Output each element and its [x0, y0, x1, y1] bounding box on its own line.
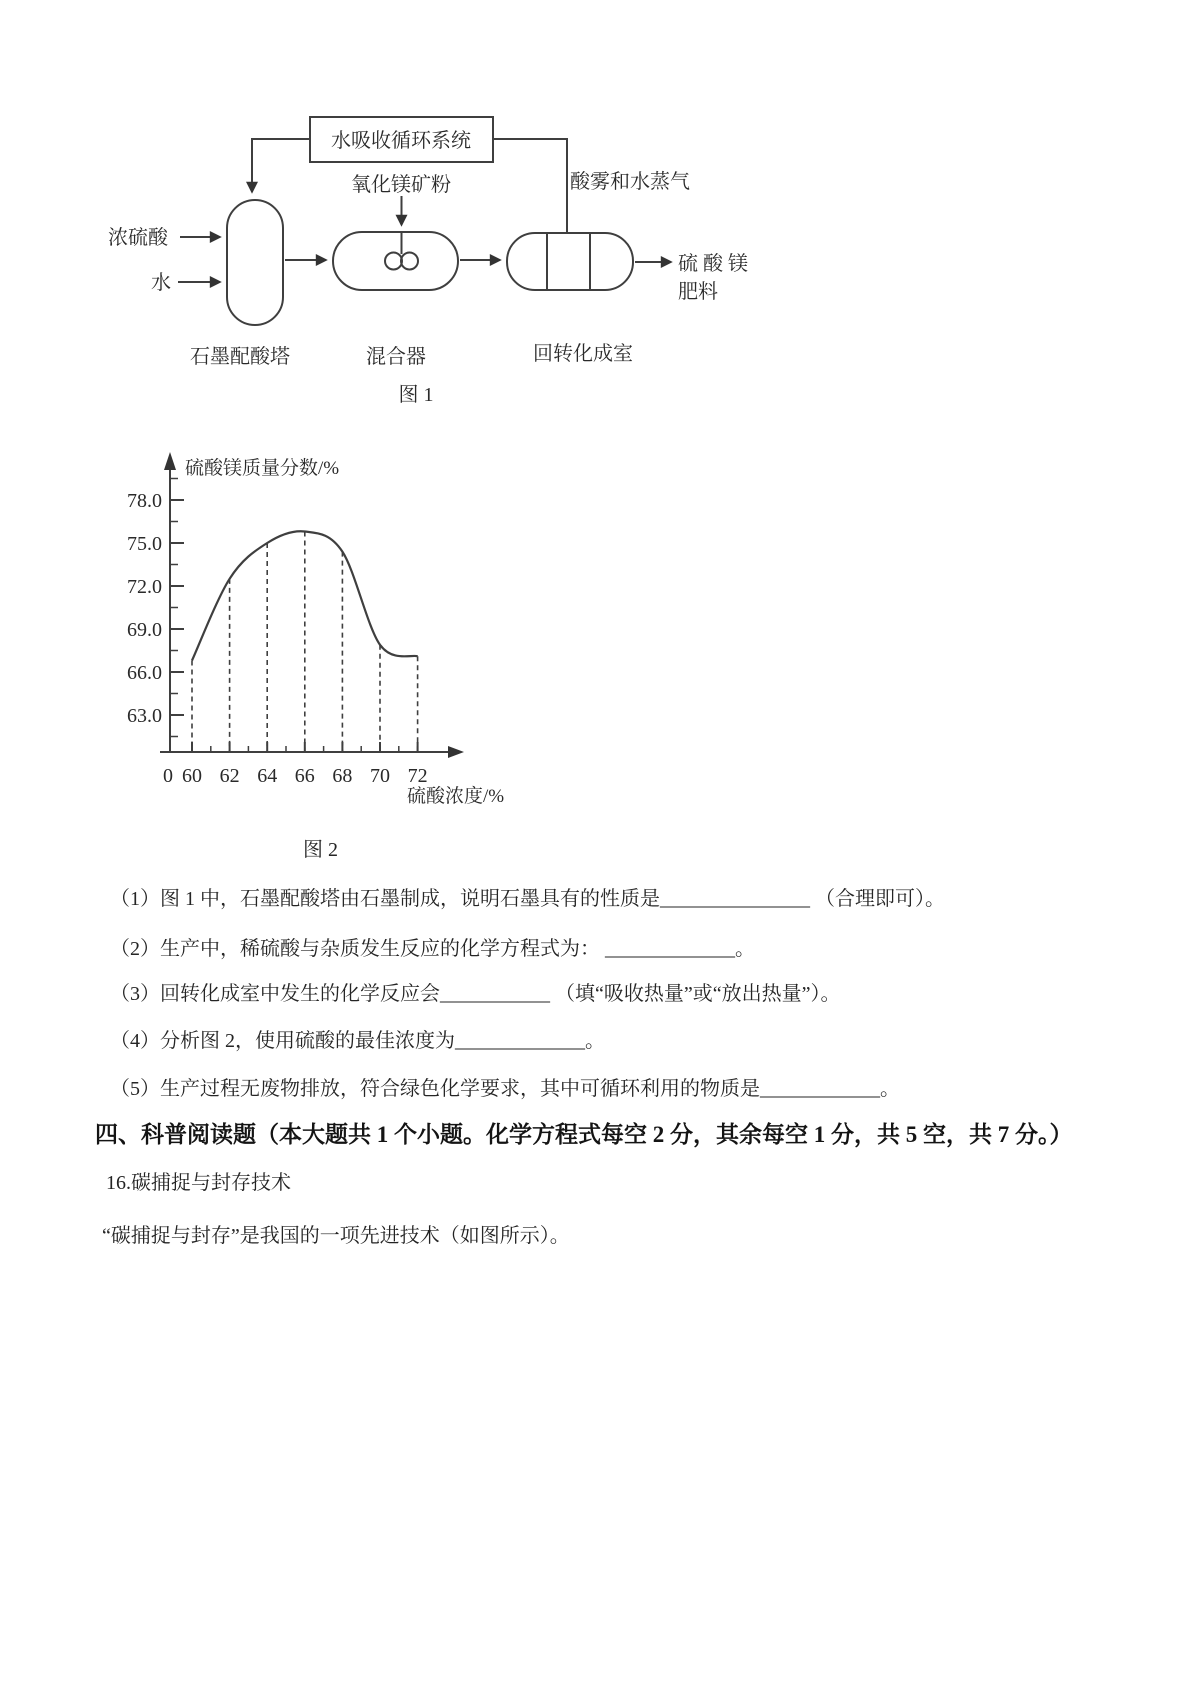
figure2-caption: 图 2	[303, 839, 338, 861]
offgas-label: 酸雾和水蒸气	[570, 171, 690, 193]
y-tick-label: 66.0	[127, 661, 162, 684]
figure1-caption: 图 1	[398, 384, 434, 406]
converter-label: 回转化成室	[533, 343, 633, 365]
mixer-feed-label: 氧化镁矿粉	[351, 174, 451, 196]
tower-shape	[227, 200, 283, 325]
figure1-process-diagram	[80, 100, 800, 410]
question-16-title: 16.碳捕捉与封存技术	[106, 1172, 291, 1194]
section-heading: 四、科普阅读题（本大题共 1 个小题。化学方程式每空 2 分，其余每空 1 分，共 5 空，共 7 分。）	[95, 1122, 1073, 1147]
question-3: （3）回转化成室中发生的化学反应会___________ （填“吸收热量”或“放出热量”）。	[110, 983, 841, 1005]
y-tick-label: 69.0	[127, 618, 162, 641]
product-label-line2: 肥料	[678, 281, 718, 303]
x-tick-label: 62	[219, 765, 240, 787]
y-tick-label: 75.0	[127, 533, 162, 555]
mixer-rotor-left	[385, 253, 402, 270]
offgas-line	[493, 139, 567, 233]
recycle-box-label: 水吸收循环系统	[331, 130, 471, 152]
product-label-line1: 硫 酸 镁	[678, 253, 748, 275]
mixer-label: 混合器	[366, 346, 426, 368]
x-tick-label: 60	[182, 765, 202, 787]
water-input-label: 水	[151, 272, 171, 294]
question-4: （4）分析图 2，使用硫酸的最佳浓度为_____________。	[110, 1030, 605, 1052]
recycle-to-tower-line	[252, 139, 310, 192]
tower-label: 石墨配酸塔	[190, 346, 290, 368]
question-16-intro: “碳捕捉与封存”是我国的一项先进技术（如图所示）。	[102, 1225, 570, 1247]
x-tick-label: 70	[370, 765, 390, 787]
x-tick-label: 72	[407, 765, 428, 787]
acid-input-label: 浓硫酸	[108, 227, 168, 249]
chart-x-axis-label: 硫酸浓度/%	[407, 786, 505, 807]
x-tick-label: 66	[294, 765, 315, 787]
y-tick-label: 72.0	[127, 575, 162, 598]
y-tick-label: 63.0	[127, 704, 162, 727]
mixer-shape	[333, 232, 458, 290]
y-axis-arrow	[164, 452, 176, 470]
x-axis-arrow	[448, 746, 464, 758]
question-5: （5）生产过程无废物排放，符合绿色化学要求，其中可循环利用的物质是____________。	[110, 1078, 900, 1100]
y-tick-label: 78.0	[127, 490, 162, 513]
x-tick-label: 68	[332, 765, 353, 787]
figure2-line-chart	[60, 430, 560, 830]
chart-y-axis-label: 硫酸镁质量分数/%	[185, 458, 340, 479]
mixer-rotor-right	[401, 253, 418, 270]
converter-shape	[507, 233, 633, 290]
x-tick-label: 0	[163, 765, 173, 787]
x-tick-label: 64	[257, 765, 278, 787]
question-2: （2）生产中，稀硫酸与杂质发生反应的化学方程式为： _____________。	[110, 938, 755, 960]
question-1: （1）图 1 中，石墨配酸塔由石墨制成，说明石墨具有的性质是_______________ （合理即可）。	[110, 888, 945, 910]
